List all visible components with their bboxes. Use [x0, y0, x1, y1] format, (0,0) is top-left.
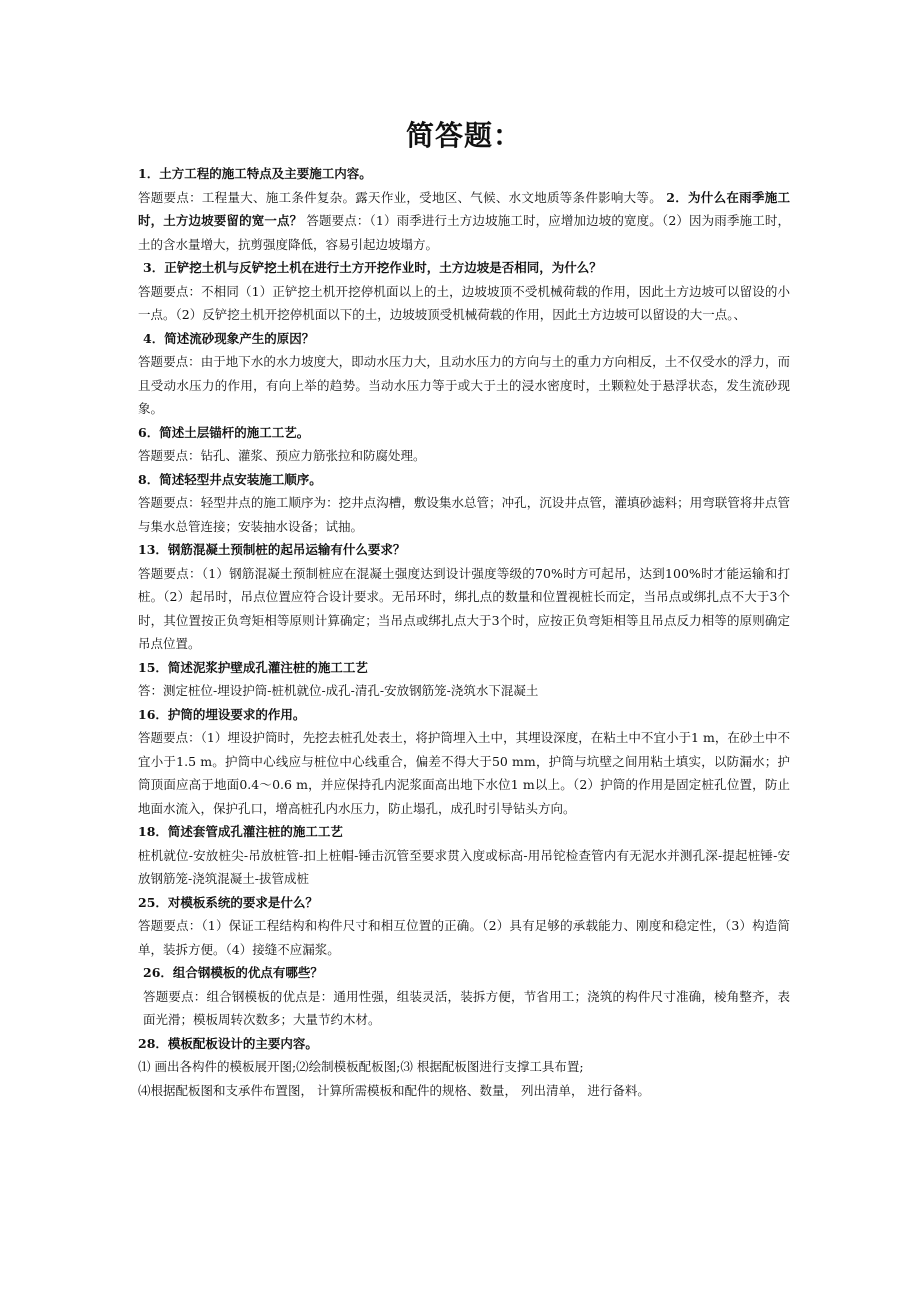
answer-18: 桩机就位-安放桩尖-吊放桩管-扣上桩帽-锤击沉管至要求贯入度或标高-用吊铊检查管内有无泥水并测孔深-提起桩锤-安放钢筋笼-浇筑混凝土-拔管成桩: [138, 847, 790, 886]
question-block-15: [138, 656, 790, 703]
answer-1: [138, 186, 790, 257]
answer-3: 答题要点：不相同（1）正铲挖土机开挖停机面以上的土，边坡坡顶不受机械荷载的作用，因此土方边坡可以留设的小一点。（2）反铲挖土机开挖停机面以下的土，边坡坡顶受机械荷载的作用，因此土方边坡可以留设的大一点。、: [138, 283, 790, 322]
answer-28-line-2: ⑷根据配板图和支承件布置图， 计算所需模板和配件的规格、数量， 列出清单， 进行备料。: [138, 1082, 650, 1098]
answer-13: 答题要点：（1）钢筋混凝土预制桩应在混凝土强度达到设计强度等级的70%时方可起吊，达到100%时才能运输和打桩。（2）起吊时，吊点位置应符合设计要求。无吊环时，绑扎点的数量和位置视桩长而定，当吊点或绑扎点不大于3个时，其位置按正负弯矩相等原则计算确定；当吊点或绑扎点大于3个时，应按正负弯矩相等且吊点反力相等的原则确定吊点位置。: [138, 565, 790, 651]
question-1: 1．土方工程的施工特点及主要施工内容。: [138, 166, 372, 181]
answer-25: 答题要点：（1）保证工程结构和构件尺寸和相互位置的正确。（2）具有足够的承载能力、刚度和稳定性，（3）构造简单，装拆方便。（4）接缝不应漏浆。: [138, 918, 790, 957]
question-block-3: [138, 256, 790, 327]
question-6: 6．简述土层锚杆的施工工艺。: [138, 424, 310, 440]
question-block-28: [138, 1032, 790, 1103]
answer-1-text: 答题要点：工程量大、施工条件复杂。露天作业，受地区、气候、水文地质等条件影响大等。: [138, 189, 662, 205]
question-4: 4．简述流砂现象产生的原因？: [143, 330, 315, 346]
answer-6: 答题要点：钻孔、灌浆、预应力筋张拉和防腐处理。: [138, 448, 426, 463]
question-3: 3．正铲挖土机与反铲挖土机在进行土方开挖作业时，土方边坡是否相同，为什么？: [143, 260, 602, 275]
question-8: 8．简述轻型井点安装施工顺序。: [138, 471, 322, 487]
question-block-18: [138, 820, 790, 891]
question-block-25: [138, 891, 790, 962]
question-13: 13．钢筋混凝土预制桩的起吊运输有什么要求？: [138, 542, 406, 557]
question-block-8: [138, 468, 790, 539]
answer-2-text: 答题要点：（1）雨季进行土方边坡施工时，应增加边坡的宽度。（2）因为雨季施工时，土的含水量增大，抗剪强度降低，容易引起边坡塌方。: [138, 213, 790, 252]
answer-4: 答题要点：由于地下水的水力坡度大，即动水压力大，且动水压力的方向与土的重力方向相反，土不仅受水的浮力，而且受动水压力的作用，有向上举的趋势。当动水压力等于或大于土的浸水密度时，土颗粒处于悬浮状态，发生流砂现象。: [138, 354, 790, 416]
question-block-26: [138, 961, 790, 1032]
question-2: 2．为什么在雨季施工时，土方边坡要留的宽一点？: [138, 189, 790, 228]
question-block-4: [138, 327, 790, 421]
answer-26: 答题要点：组合钢模板的优点是：通用性强，组装灵活，装拆方便，节省用工；浇筑的构件尺寸准确，棱角整齐，表面光滑；模板周转次数多；大量节约木材。: [143, 988, 790, 1027]
question-28: 28．模板配板设计的主要内容。: [138, 1035, 318, 1051]
question-18: 18．简述套管成孔灌注桩的施工工艺: [138, 824, 343, 839]
question-block-6: [138, 421, 790, 468]
answer-16: 答题要点：（1）埋设护筒时，先挖去桩孔处表土，将护筒埋入土中，其埋设深度，在粘土中不宜小于1 m，在砂土中不宜小于1.5 m。护筒中心线应与桩位中心线重合，偏差不得大于50 mm，护筒与坑壁之间用粘土填实，以防漏水；护筒顶面应高于地面0.4～0.6 m，并应保持孔内泥浆面高出地下水位1 m以上。（2）护筒的作用是固定桩孔位置，防止地面水流入，保护孔口，增高桩孔内水压力，防止塌孔，成孔时引导钻头方向。: [138, 730, 790, 816]
question-16: 16．护筒的埋设要求的作用。: [138, 706, 306, 722]
page-title: 简答题：: [405, 119, 522, 152]
question-26: 26．组合钢模板的优点有哪些？: [143, 965, 323, 980]
question-block-1: [138, 162, 790, 256]
document-page: [138, 112, 790, 1102]
question-15: 15．简述泥浆护壁成孔灌注桩的施工工艺: [138, 659, 368, 675]
question-block-13: [138, 538, 790, 656]
answer-8: 答题要点：轻型井点的施工顺序为：挖井点沟槽，敷设集水总管；冲孔，沉设井点管，灌填砂滤料；用弯联管将井点管与集水总管连接；安装抽水设备；试抽。: [138, 495, 790, 534]
answer-15: 答：测定桩位-埋设护筒-桩机就位-成孔-清孔-安放钢筋笼-浇筑水下混凝土: [138, 683, 539, 698]
question-block-16: [138, 703, 790, 821]
question-25: 25．对模板系统的要求是什么？: [138, 894, 318, 910]
answer-28-line-1: ⑴ 画出各构件的模板展开图;⑵绘制模板配板图;⑶ 根据配板图进行支撑工具布置;: [138, 1059, 584, 1074]
